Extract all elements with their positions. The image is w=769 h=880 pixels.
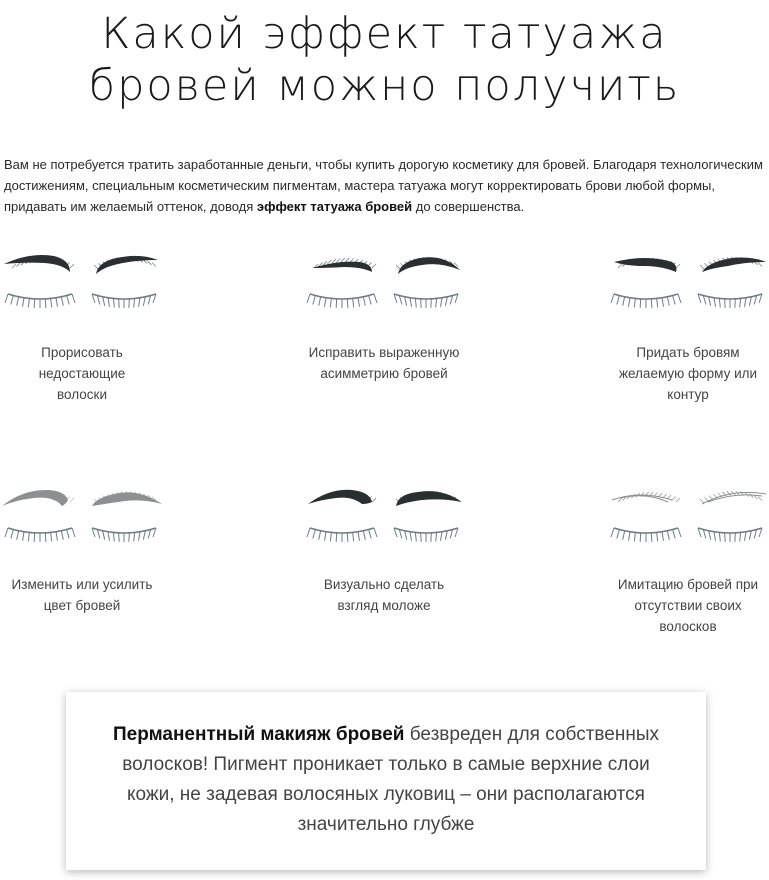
title-line-1: Какой эффект татуажа xyxy=(101,9,668,59)
eyebrow-icon xyxy=(700,491,766,504)
effect-item xyxy=(0,484,172,616)
effect-item xyxy=(294,250,474,384)
intro-paragraph xyxy=(4,154,766,217)
closed-eye-icon xyxy=(394,294,458,308)
closed-eye-icon xyxy=(611,528,681,542)
eyebrow-icon xyxy=(4,255,74,272)
eyebrow-icon xyxy=(308,490,376,504)
eyebrow-icon xyxy=(614,258,680,272)
intro-bold: эффект татуажа бровей xyxy=(256,199,413,214)
eyebrow-icon xyxy=(92,491,162,506)
note-text xyxy=(96,720,676,840)
intro-text-end: до совершенства. xyxy=(412,199,525,214)
effect-label: Исправить выраженную асимметрию бровей xyxy=(308,345,460,381)
note-bold: Перманентный макияж бровей xyxy=(113,724,405,745)
closed-eye-icon xyxy=(698,528,762,542)
eyebrows-asymmetric-icon xyxy=(298,250,470,314)
eyebrows-hairstroke-icon xyxy=(602,484,769,548)
closed-eye-icon xyxy=(307,294,377,308)
eyebrows-lifted-icon xyxy=(298,484,470,548)
title-line-2: бровей можно получить xyxy=(88,61,681,111)
effect-label: Придать бровям желаемую форму или контур xyxy=(618,345,758,402)
closed-eye-icon xyxy=(698,294,762,308)
eyebrow-icon xyxy=(396,491,462,506)
eyebrow-icon xyxy=(312,258,376,272)
closed-eye-icon xyxy=(307,528,377,542)
eyebrow-icon xyxy=(396,257,460,274)
eyebrows-gray-icon xyxy=(0,484,168,548)
effect-item xyxy=(598,250,769,405)
note-rest: безвреден для собственных волосков! Пигмент проникает только в самые верхние слои кожи, не задевая волосяных луковиц – они располагаются значительно глубже xyxy=(122,724,659,835)
closed-eye-icon xyxy=(92,294,156,308)
page-title xyxy=(0,8,769,112)
eyebrows-shaped-icon xyxy=(602,250,769,314)
intro-text: Вам не потребуется тратить заработанные деньги, чтобы купить дорогую косметику для бровей. Благодаря технологическим достижениям, специальным косметическим пигментам, мастера татуажа могут корректировать брови любой формы, придавать им желаемый оттенок, доводя xyxy=(4,157,763,214)
effect-label: Изменить или усилить цвет бровей xyxy=(11,577,153,613)
closed-eye-icon xyxy=(5,528,75,542)
eyebrow-icon xyxy=(700,257,766,272)
effect-item xyxy=(0,250,172,405)
closed-eye-icon xyxy=(92,528,156,542)
effect-item xyxy=(598,484,769,637)
closed-eye-icon xyxy=(611,294,681,308)
effect-item xyxy=(294,484,474,616)
eyebrow-icon xyxy=(612,492,680,502)
eyebrows-sparse-icon xyxy=(0,250,168,314)
eyebrow-icon xyxy=(94,256,158,274)
info-note-box xyxy=(66,692,706,870)
effect-label: Визуально сделать взгляд моложе xyxy=(323,577,445,613)
closed-eye-icon xyxy=(5,294,75,308)
effect-label: Прорисовать недостающие волоски xyxy=(38,345,126,402)
closed-eye-icon xyxy=(394,528,458,542)
eyebrow-icon xyxy=(2,490,74,506)
effect-label: Имитацию бровей при отсутствии своих волосков xyxy=(617,577,759,634)
